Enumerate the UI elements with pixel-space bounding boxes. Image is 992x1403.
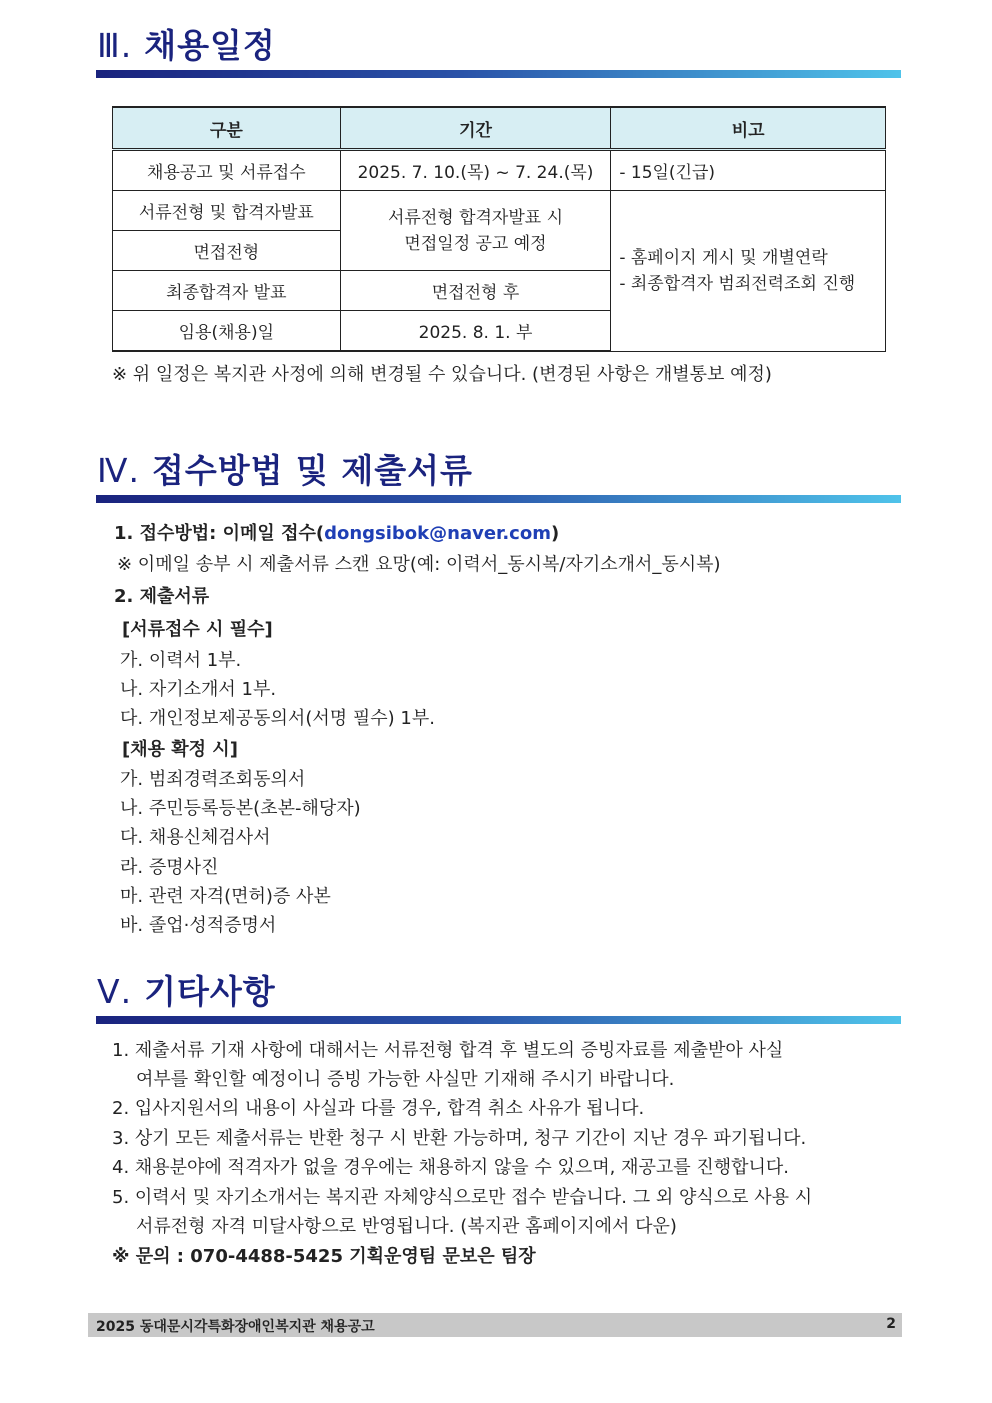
row-period-merged: 서류전형 합격자발표 시 면접일정 공고 예정 <box>340 191 611 271</box>
schedule-table <box>112 106 886 352</box>
list-item: 마. 관련 자격(면허)증 사본 <box>120 886 331 907</box>
row-category: 채용공고 및 서류접수 <box>113 150 341 191</box>
list-item: 바. 졸업·성적증명서 <box>120 915 277 936</box>
list-item-continuation: 여부를 확인할 예정이니 증빙 가능한 사실만 기재해 주시기 바랍니다. <box>136 1069 675 1090</box>
list-item: 3. 상기 모든 제출서류는 반환 청구 시 반환 가능하며, 청구 기간이 지난 경우 파기됩니다. <box>112 1128 807 1149</box>
page-footer <box>88 1313 902 1337</box>
list-item: 다. 개인정보제공동의서(서명 필수) 1부. <box>120 708 435 729</box>
page-number: 2 <box>886 1316 896 1332</box>
table-row <box>113 150 886 191</box>
list-item-continuation: 서류전형 자격 미달사항으로 반영됩니다. (복지관 홈페이지에서 다운) <box>136 1216 677 1237</box>
schedule-footnote: ※ 위 일정은 복지관 사정에 의해 변경될 수 있습니다. (변경된 사항은 개별통보 예정) <box>112 364 772 385</box>
list-item: 나. 주민등록등본(초본-해당자) <box>120 798 361 819</box>
row-period: 면접전형 후 <box>340 271 611 311</box>
section-title-other: Ⅴ. 기타사항 <box>97 972 276 1011</box>
table-header-row <box>113 107 886 150</box>
hire-heading: [채용 확정 시] <box>122 739 238 760</box>
list-item: 라. 증명사진 <box>120 857 219 878</box>
footer-title: 2025 동대문시각특화장애인복지관 채용공고 <box>96 1319 375 1335</box>
list-item: 5. 이력서 및 자기소개서는 복지관 자체양식으로만 접수 받습니다. 그 외 양식으로 사용 시 <box>112 1187 813 1208</box>
section-divider-bar <box>96 1016 901 1024</box>
row-note: - 15일(긴급) <box>611 150 886 191</box>
required-heading: [서류접수 시 필수] <box>122 619 273 640</box>
row-period: 2025. 7. 10.(목) ~ 7. 24.(목) <box>340 150 611 191</box>
list-item: 가. 이력서 1부. <box>120 650 242 671</box>
header-note: 비고 <box>611 107 886 150</box>
list-item: 4. 채용분야에 적격자가 없을 경우에는 채용하지 않을 수 있으며, 재공고를 진행합니다. <box>112 1157 790 1178</box>
row-category: 면접전형 <box>113 231 341 271</box>
list-item: 나. 자기소개서 1부. <box>120 679 277 700</box>
row-category: 최종합격자 발표 <box>113 271 341 311</box>
section-title-schedule: Ⅲ. 채용일정 <box>97 26 276 65</box>
scan-note: ※ 이메일 송부 시 제출서류 스캔 요망(예: 이력서_동시복/자기소개서_동시복) <box>117 554 721 575</box>
list-item: 가. 범죄경력조회동의서 <box>120 769 306 790</box>
row-period: 2025. 8. 1. 부 <box>340 311 611 352</box>
email-link[interactable]: dongsibok@naver.com <box>324 523 551 544</box>
submission-method: 1. 접수방법: 이메일 접수(dongsibok@naver.com) <box>114 523 560 544</box>
row-category: 임용(채용)일 <box>113 311 341 352</box>
section-divider-bar <box>96 495 901 503</box>
table-row <box>113 191 886 231</box>
section-title-submission: Ⅳ. 접수방법 및 제출서류 <box>97 451 473 490</box>
row-category: 서류전형 및 합격자발표 <box>113 191 341 231</box>
header-period: 기간 <box>340 107 611 150</box>
list-item: 1. 제출서류 기재 사항에 대해서는 서류전형 합격 후 별도의 증빙자료를 제출받아 사실 <box>112 1040 784 1061</box>
list-item: 2. 입사지원서의 내용이 사실과 다를 경우, 합격 취소 사유가 됩니다. <box>112 1098 645 1119</box>
contact-line: ※ 문의 : 070-4488-5425 기획운영팀 문보은 팀장 <box>112 1246 536 1267</box>
section-divider-bar <box>96 70 901 78</box>
header-category: 구분 <box>113 107 341 150</box>
documents-heading: 2. 제출서류 <box>114 586 210 607</box>
row-note-merged: - 홈페이지 게시 및 개별연락 - 최종합격자 범죄전력조회 진행 <box>611 191 886 352</box>
list-item: 다. 채용신체검사서 <box>120 827 271 848</box>
